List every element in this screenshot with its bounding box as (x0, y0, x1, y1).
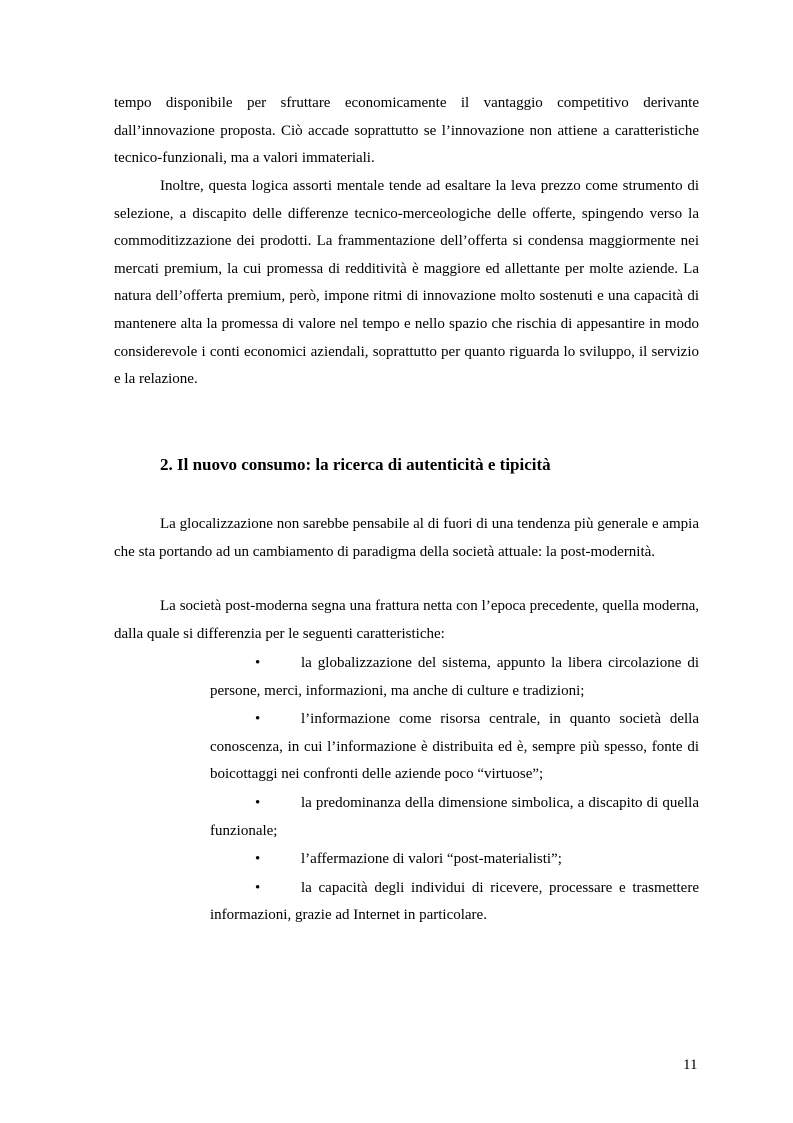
list-item (210, 846, 699, 874)
bullet-icon: • (255, 711, 261, 728)
characteristics-list (210, 650, 699, 931)
paragraph-2: Inoltre, questa logica assorti mentale tende ad esaltare la leva prezzo come strumento di selezione, a discapito delle differenze tecnico-merceologiche delle offerte, spingendo verso la commoditizzazione dei prodotti. La frammentazione dell’offerta si condensa maggiormente nei mercati premium, la cui promessa di redditività è maggiore ed allettante per molte aziende. La natura dell’offerta premium, però, impone ritmi di innovazione molto sostenuti e una capacità di mantenere alta la promessa di valore nel tempo e nello spazio che rischia di appesantire in modo considerevole i conti economici aziendali, soprattutto per quanto riguarda lo sviluppo, il servizio e la relazione. (114, 178, 699, 388)
paragraph-1: tempo disponibile per sfruttare economicamente il vantaggio competitivo derivante dall’innovazione proposta. Ciò accade soprattutto se l’innovazione non attiene a caratteristiche tecnico-funzionali, ma a valori immateriali. (114, 95, 699, 167)
list-item-text: la capacità degli individui di ricevere, processare e trasmettere informazioni, grazie ad Internet in particolare. (210, 879, 699, 924)
list-item-text: la predominanza della dimensione simbolica, a discapito di quella funzionale; (210, 794, 699, 839)
list-item-text: l’informazione come risorsa centrale, in quanto società della conoscenza, in cui l’informazione è distribuita ed è, sempre più spesso, fonte di boicottaggi nei confronti delle aziende poco “virtuose”; (210, 711, 699, 783)
paragraph-4: La società post-moderna segna una frattura netta con l’epoca precedente, quella moderna, dalla quale si differenzia per le seguenti caratteristiche: (114, 598, 699, 642)
list-item (210, 875, 699, 930)
list-item-text: l’affermazione di valori “post-materialisti”; (301, 851, 562, 868)
paragraph-3: La glocalizzazione non sarebbe pensabile al di fuori di una tendenza più generale e ampia che sta portando ad un cambiamento di paradigma della società attuale: la post-modernità. (114, 516, 699, 560)
bullet-icon: • (255, 655, 261, 671)
list-item (210, 790, 699, 845)
section-heading: 2. Il nuovo consumo: la ricerca di autenticità e tipicità (160, 455, 551, 474)
bullet-icon: • (255, 879, 261, 896)
list-item (210, 706, 699, 789)
bullet-icon: • (255, 794, 261, 811)
page-number: 11 (683, 1057, 698, 1073)
list-item-text: la globalizzazione del sistema, appunto la libera circolazione di persone, merci, informazioni, ma anche di culture e tradizioni; (210, 655, 699, 699)
list-item (210, 650, 699, 705)
bullet-icon: • (255, 851, 261, 868)
